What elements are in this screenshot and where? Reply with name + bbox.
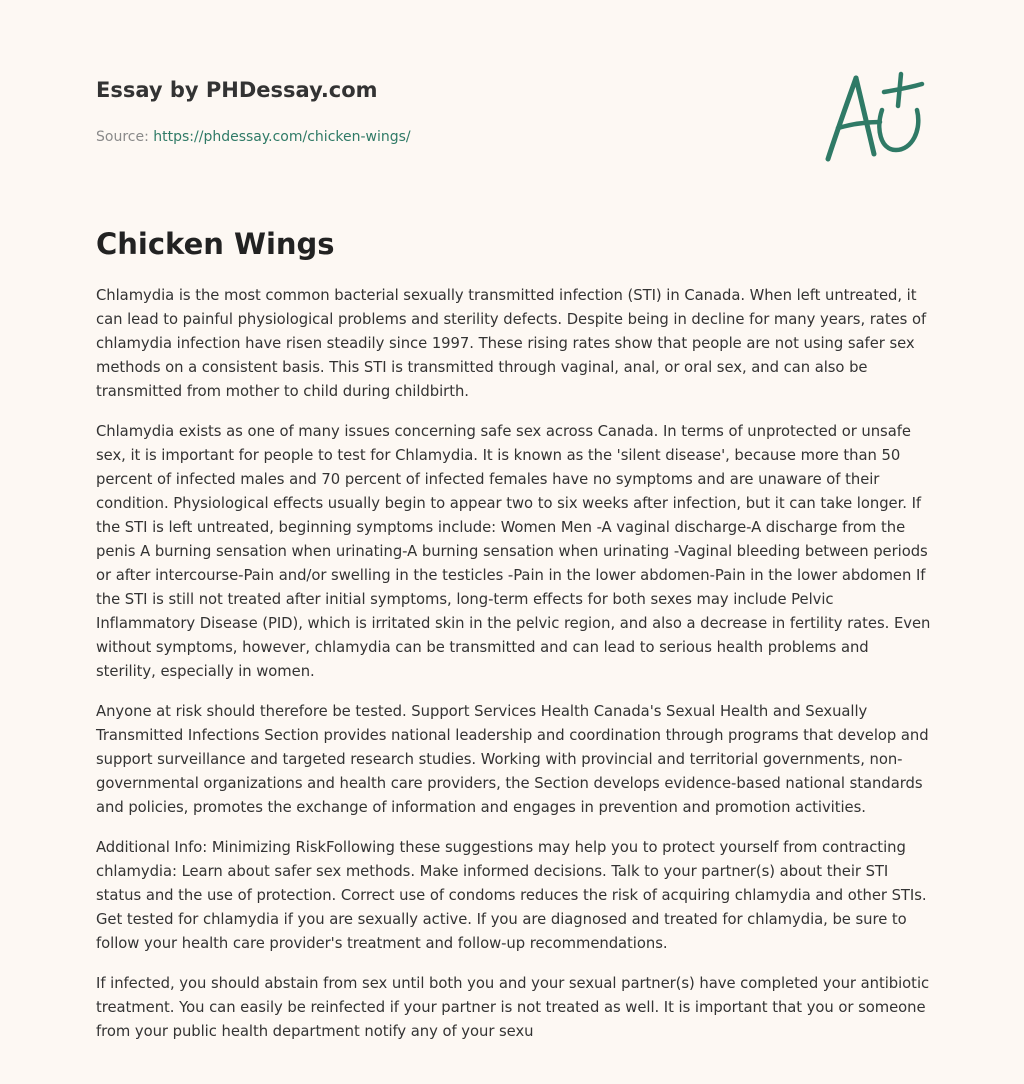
essay-title: Chicken Wings	[96, 227, 335, 261]
essay-paragraph: Anyone at risk should therefore be tested. Support Services Health Canada's Sexual Health and Sexually Transmitted Infections Section provides national leadership and coordination through programs that develop and support surveillance and targeted research studies. Working with provincial and territorial governments, non-governmental organizations and health care providers, the Section develops evidence-based national standards and policies, promotes the exchange of information and engages in prevention and promotion activities.	[96, 703, 929, 816]
essay-paragraph: Chlamydia is the most common bacterial sexually transmitted infection (STI) in Canada. When left untreated, it can lead to painful physiological problems and sterility defects. Despite being in decline for many years, rates of chlamydia infection have risen steadily since 1997. These rising rates show that people are not using safer sex methods on a consistent basis. This STI is transmitted through vaginal, anal, or oral sex, and can also be transmitted from mother to child during childbirth.	[96, 287, 927, 400]
a-plus-logo-icon	[818, 66, 930, 166]
source-link[interactable]: https://phdessay.com/chicken-wings/	[153, 129, 411, 145]
essay-body	[96, 284, 932, 1060]
source-label: Source:	[96, 129, 154, 145]
essay-paragraph: Chlamydia exists as one of many issues concerning safe sex across Canada. In terms of unprotected or unsafe sex, it is important for people to test for Chlamydia. It is known as the 'silent disease', because more than 50 percent of infected males and 70 percent of infected females have no symptoms and are unaware of their condition. Physiological effects usually begin to appear two to six weeks after infection, but it can take longer. If the STI is left untreated, beginning symptoms include: Women Men -A vaginal discharge-A discharge from the penis A burning sensation when urinating-A burning sensation when urinating -Vaginal bleeding between periods or after intercourse-Pain and/or swelling in the testicles -Pain in the lower abdomen-Pain in the lower abdomen If the STI is still not treated after initial symptoms, long-term effects for both sexes may include Pelvic Inflammatory Disease (PID), which is irritated skin in the pelvic region, and also a decrease in fertility rates. Even without symptoms, however, chlamydia can be transmitted and can lead to serious health problems and sterility, especially in women.	[96, 423, 931, 680]
essay-paragraph: If infected, you should abstain from sex until both you and your sexual partner(s) have completed your antibiotic treatment. You can easily be reinfected if your partner is not treated as well. It is important that you or someone from your public health department notify any of your sexu	[96, 975, 930, 1040]
essay-paragraph: Additional Info: Minimizing RiskFollowing these suggestions may help you to protect yourself from contracting chlamydia: Learn about safer sex methods. Make informed decisions. Talk to your partner(s) about their STI status and the use of protection. Correct use of condoms reduces the risk of acquiring chlamydia and other STIs. Get tested for chlamydia if you are sexually active. If you are diagnosed and treated for chlamydia, be sure to follow your health care provider's treatment and follow-up recommendations.	[96, 839, 927, 952]
brand-title: Essay by PHDessay.com	[96, 78, 378, 102]
essay-header	[96, 76, 656, 146]
source-line	[96, 128, 656, 146]
